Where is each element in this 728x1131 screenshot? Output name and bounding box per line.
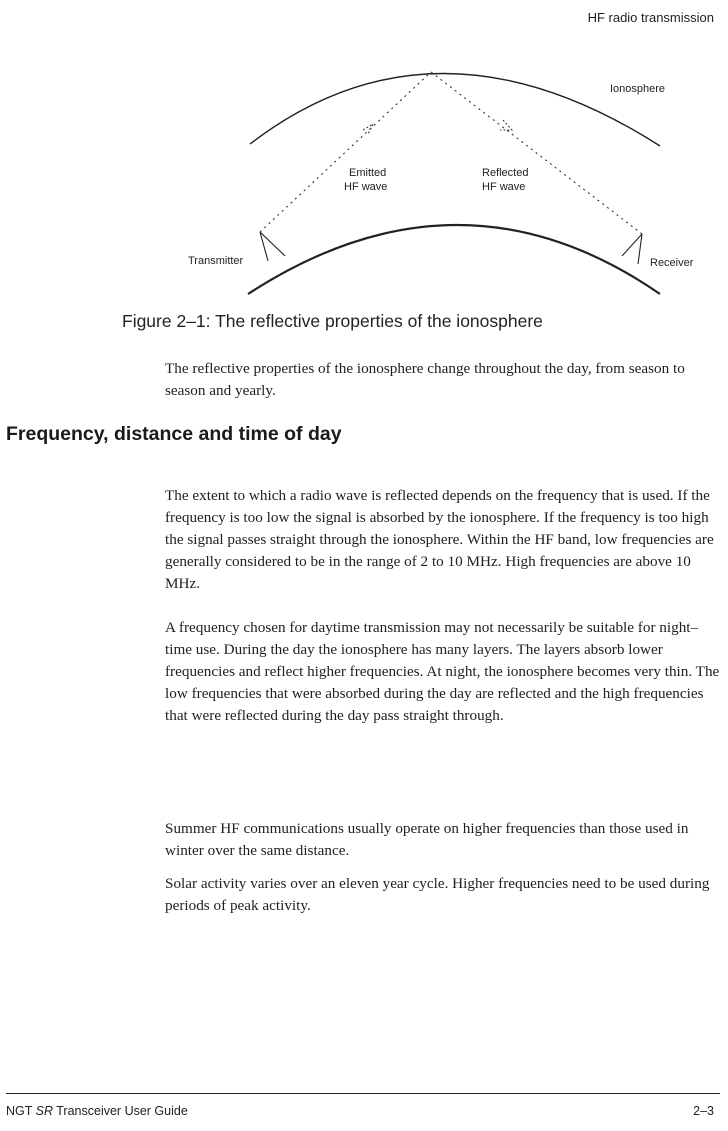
reflected-wave-line: [431, 72, 642, 234]
earth-arc: [248, 225, 660, 294]
section-heading: Frequency, distance and time of day: [6, 423, 342, 445]
emitted-wave-line: [260, 72, 431, 232]
emitted-label-line1: Emitted: [349, 167, 387, 179]
reflected-label-line2: HF wave: [482, 181, 526, 193]
ionosphere-figure: [160, 58, 720, 308]
intro-paragraph: The reflective properties of the ionosphere change throughout the day, from season to season and yearly.: [165, 360, 685, 399]
reflected-label-line1: Reflected: [482, 167, 529, 179]
footer-divider: [6, 1093, 720, 1094]
emitted-wave-arrow: [363, 124, 373, 134]
ionosphere-label: Ionosphere: [610, 83, 666, 95]
footer-guide-title: NGT SR Transceiver User Guide: [6, 1104, 188, 1118]
body-paragraph: A frequency chosen for daytime transmission may not necessarily be suitable for night–time use. During the day the ionosphere has many layers. The layers absorb lower frequencies and reflect higher frequencies. At night, the ionosphere becomes very thin. The low frequencies that were absorbed during the day are reflected and the high frequencies that were reflected during the day pass straight through.: [165, 619, 720, 724]
body-paragraph: The extent to which a radio wave is reflected depends on the frequency that is used. If the frequency is too low the signal is absorbed by the ionosphere. If the frequency is too high the signal passes straight through the ionosphere. Within the HF band, low frequencies are generally considered to be in the range of 2 to 10 MHz. High frequencies are above 10 MHz.: [165, 487, 714, 592]
page-number: 2–3: [693, 1104, 714, 1118]
receiver-label: Receiver: [650, 257, 694, 269]
body-paragraph: Solar activity varies over an eleven year cycle. Higher frequencies need to be used during periods of peak activity.: [165, 875, 710, 914]
figure-caption: Figure 2–1: The reflective properties of the ionosphere: [122, 311, 543, 331]
transmitter-label: Transmitter: [188, 255, 244, 267]
transmitter-mast: [260, 232, 285, 261]
emitted-label-line2: HF wave: [344, 181, 388, 193]
running-header: HF radio transmission: [587, 10, 714, 25]
ionosphere-diagram: [160, 58, 720, 308]
receiver-mast: [622, 234, 642, 264]
reflected-wave-arrow: [500, 120, 512, 130]
ionosphere-arc: [250, 73, 660, 146]
body-paragraph: Summer HF communications usually operate on higher frequencies than those used in winter over the same distance.: [165, 820, 689, 859]
